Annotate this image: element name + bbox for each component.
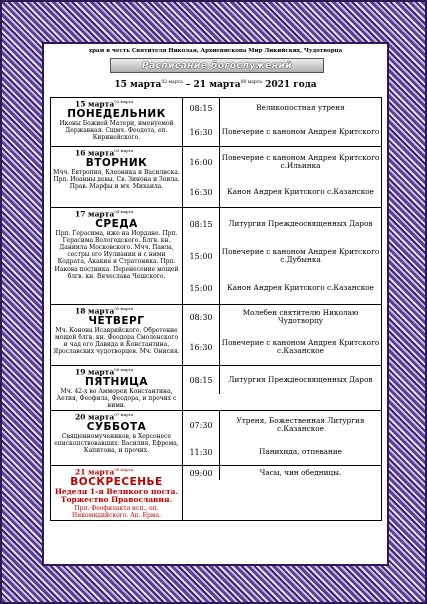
event: [183, 118, 381, 146]
events-cell: [183, 366, 382, 411]
event-time: 08:15: [183, 98, 220, 118]
event: [183, 272, 381, 304]
day-saints: Священномучеников, в Херсонесе епископствовавших: Василия, Ефрема, Капитона, и прочих.: [54, 432, 179, 455]
events-cell: [183, 98, 382, 147]
table-row: [51, 305, 382, 366]
event-time: 08:30: [183, 305, 220, 329]
day-date: 16 марта: [75, 148, 115, 158]
event-service: Утреня, Божественная Литургия с.Казанское: [236, 416, 365, 434]
day-date: 18 марта: [75, 306, 115, 316]
day-cell: 20 марта$^{07 марта}$ СУББОТА Священномучеников, в Херсонесе епископствовавших: Василия, Ефрема, Капитона, и прочих.: [51, 411, 183, 466]
table-row: [51, 208, 382, 305]
table-row: [51, 147, 382, 208]
event-time: 08:15: [183, 366, 220, 394]
day-cell: 16 марта$^{03 марта}$ ВТОРНИК Мчч. Евтропия, Клеоника и Василиска. Прп. Иоанны девы. Св. Зинона и Зоила. Прав. Марфы и мч. Михаила.: [51, 147, 183, 208]
event-time: 11:30: [183, 439, 220, 465]
event-time: 15:00: [183, 240, 220, 272]
event-time: 16:30: [183, 177, 220, 207]
event: [183, 305, 381, 329]
day-saints: Прп. Герасима, иже на Иордане. Прп. Герасима Вологодского. Блгв. кн. Даниила Московского. Мчч. Павла, сестры его Иулиании и с ними Кодрата, Акакия и Стратоника. Прп. Иакова постника. Перенесение мощей блгв. кн. Вячеслава Чешского.: [54, 229, 179, 280]
day-name: СУББОТА: [86, 420, 147, 433]
event-service: Повечерие с каноном Андрея Критского с.Дубынка: [221, 247, 380, 264]
event-time: 16:30: [183, 329, 220, 365]
day-saints: Прп. Феофилакта исп., еп. Никомидийского. Ап. Ерма.: [72, 504, 161, 519]
day-cell: 15 марта$^{02 марта}$ ПОНЕДЕЛЬНИК Иконы Божией Матери, именуемой Державная. Сщмч. Феодота, еп. Киринейского.: [51, 98, 183, 147]
schedule-sheet: [42, 42, 389, 566]
event-service: Великопостная утреня: [256, 103, 345, 112]
day-saints: Мч. 42-х во Аммореи Константина, Аетия, Феофила, Феодора, и прочих с ними.: [56, 387, 177, 409]
day-name: ПОНЕДЕЛЬНИК: [67, 107, 166, 120]
event-service: Канон Андрея Критского с.Казанское: [227, 187, 374, 196]
day-date: 20 марта: [75, 412, 115, 422]
event: [183, 147, 381, 177]
table-row: [51, 411, 382, 466]
day-cell: 18 марта$^{05 марта}$ ЧЕТВЕРГ Мч. Конона Исаврийского. Обретение мощей блгв. кн. Феодора Смоленского и чад его Давида и Константина, Ярославских чудотворцев. Мч. Онисия.: [51, 305, 183, 366]
table-row: [51, 466, 382, 521]
event: [183, 366, 381, 394]
event-service: Панихида, отпевание: [258, 447, 343, 457]
day-name: ЧЕТВЕРГ: [88, 314, 145, 327]
day-cell: 21 марта$^{08 марта}$ ВОСКРЕСЕНЬЕ Неделя 1-я Великого поста. Торжество Православия. Прп. Феофилакта исп., еп. Никомидийского. Ап. Ерма.: [51, 466, 183, 521]
events-cell: [183, 411, 382, 466]
event: [183, 208, 381, 240]
day-saints: Иконы Божией Матери, именуемой Державная. Сщмч. Феодота, еп. Киринейского.: [59, 119, 174, 141]
event-service: Канон Андрея Критского с.Казанское: [227, 283, 374, 292]
day-feast: Неделя 1-я Великого поста. Торжество Православия.: [54, 486, 179, 505]
event: [183, 240, 381, 272]
event-service: Часы, чин обедницы.: [259, 468, 342, 478]
event-service: Литургия Преждеосвященных Даров: [228, 219, 373, 228]
date-range: 15 марта$^{02 марта}$ – 21 марта$^{08 марта}$ 2021 года: [114, 80, 317, 90]
day-date: 15 марта: [75, 99, 115, 109]
day-saints: Мчч. Евтропия, Клеоника и Василиска. Прп. Иоанны девы. Св. Зинона и Зоила. Прав. Марфы и мч. Михаила.: [53, 168, 180, 190]
day-name: ВТОРНИК: [85, 156, 148, 169]
events-cell: [183, 466, 382, 521]
event: [183, 98, 381, 118]
event-service: Повечерие с каноном Андрея Критского: [221, 127, 380, 136]
event-time: 09:00: [183, 466, 220, 480]
day-date: 17 марта: [75, 209, 115, 219]
events-cell: [183, 305, 382, 366]
day-saints: Мч. Конона Исаврийского. Обретение мощей блгв. кн. Феодора Смоленского и чад его Давида и Константина, Ярославских чудотворцев. Мч. Онисия.: [53, 326, 180, 356]
schedule-banner: Расписание богослужений: [110, 58, 324, 73]
day-name: ПЯТНИЦА: [85, 375, 148, 388]
event: [183, 439, 381, 465]
event-time: 07:30: [183, 411, 220, 439]
event: [183, 329, 381, 365]
event-service: Повечерие с каноном Андрея Критского с.Ильинка: [221, 153, 380, 170]
day-date: 21 марта: [75, 467, 115, 477]
table-row: [51, 366, 382, 411]
event-time: 15:00: [183, 272, 220, 304]
event-time: 16:30: [183, 118, 220, 146]
day-cell: 17 марта$^{04 марта}$ СРЕДА Прп. Герасима, иже на Иордане. Прп. Герасима Вологодского. Блгв. кн. Даниила Московского. Мчч. Павла, сестры его Иулиании и с ними Кодрата, Акакия и Стратоника. Прп. Иакова постника. Перенесение мощей блгв. кн. Вячеслава Чешского.: [51, 208, 183, 305]
event-service: Литургия Преждеосвященных Даров: [228, 375, 373, 384]
events-cell: [183, 208, 382, 305]
event: [183, 411, 381, 439]
event-service: Повечерие с каноном Андрея Критского с.Казанское: [221, 338, 380, 355]
event-time: 08:15: [183, 208, 220, 240]
events-cell: [183, 147, 382, 208]
schedule-table: [50, 97, 382, 521]
day-date: 19 марта: [75, 367, 115, 377]
church-name: храм в честь Святителя Николая, Архиепископа Мир Ликийских, Чудотворца: [88, 48, 343, 54]
table-row: [51, 98, 382, 147]
event: [183, 466, 381, 480]
day-name: СРЕДА: [95, 217, 138, 230]
event-time: 16:00: [183, 147, 220, 177]
event: [183, 177, 381, 207]
day-name: ВОСКРЕСЕНЬЕ: [70, 475, 163, 488]
event-service: Молебен святителю Николаю Чудотворцу: [242, 308, 359, 325]
day-cell: 19 марта$^{06 марта}$ ПЯТНИЦА Мч. 42-х во Аммореи Константина, Аетия, Феофила, Феодора, и прочих с ними.: [51, 366, 183, 411]
